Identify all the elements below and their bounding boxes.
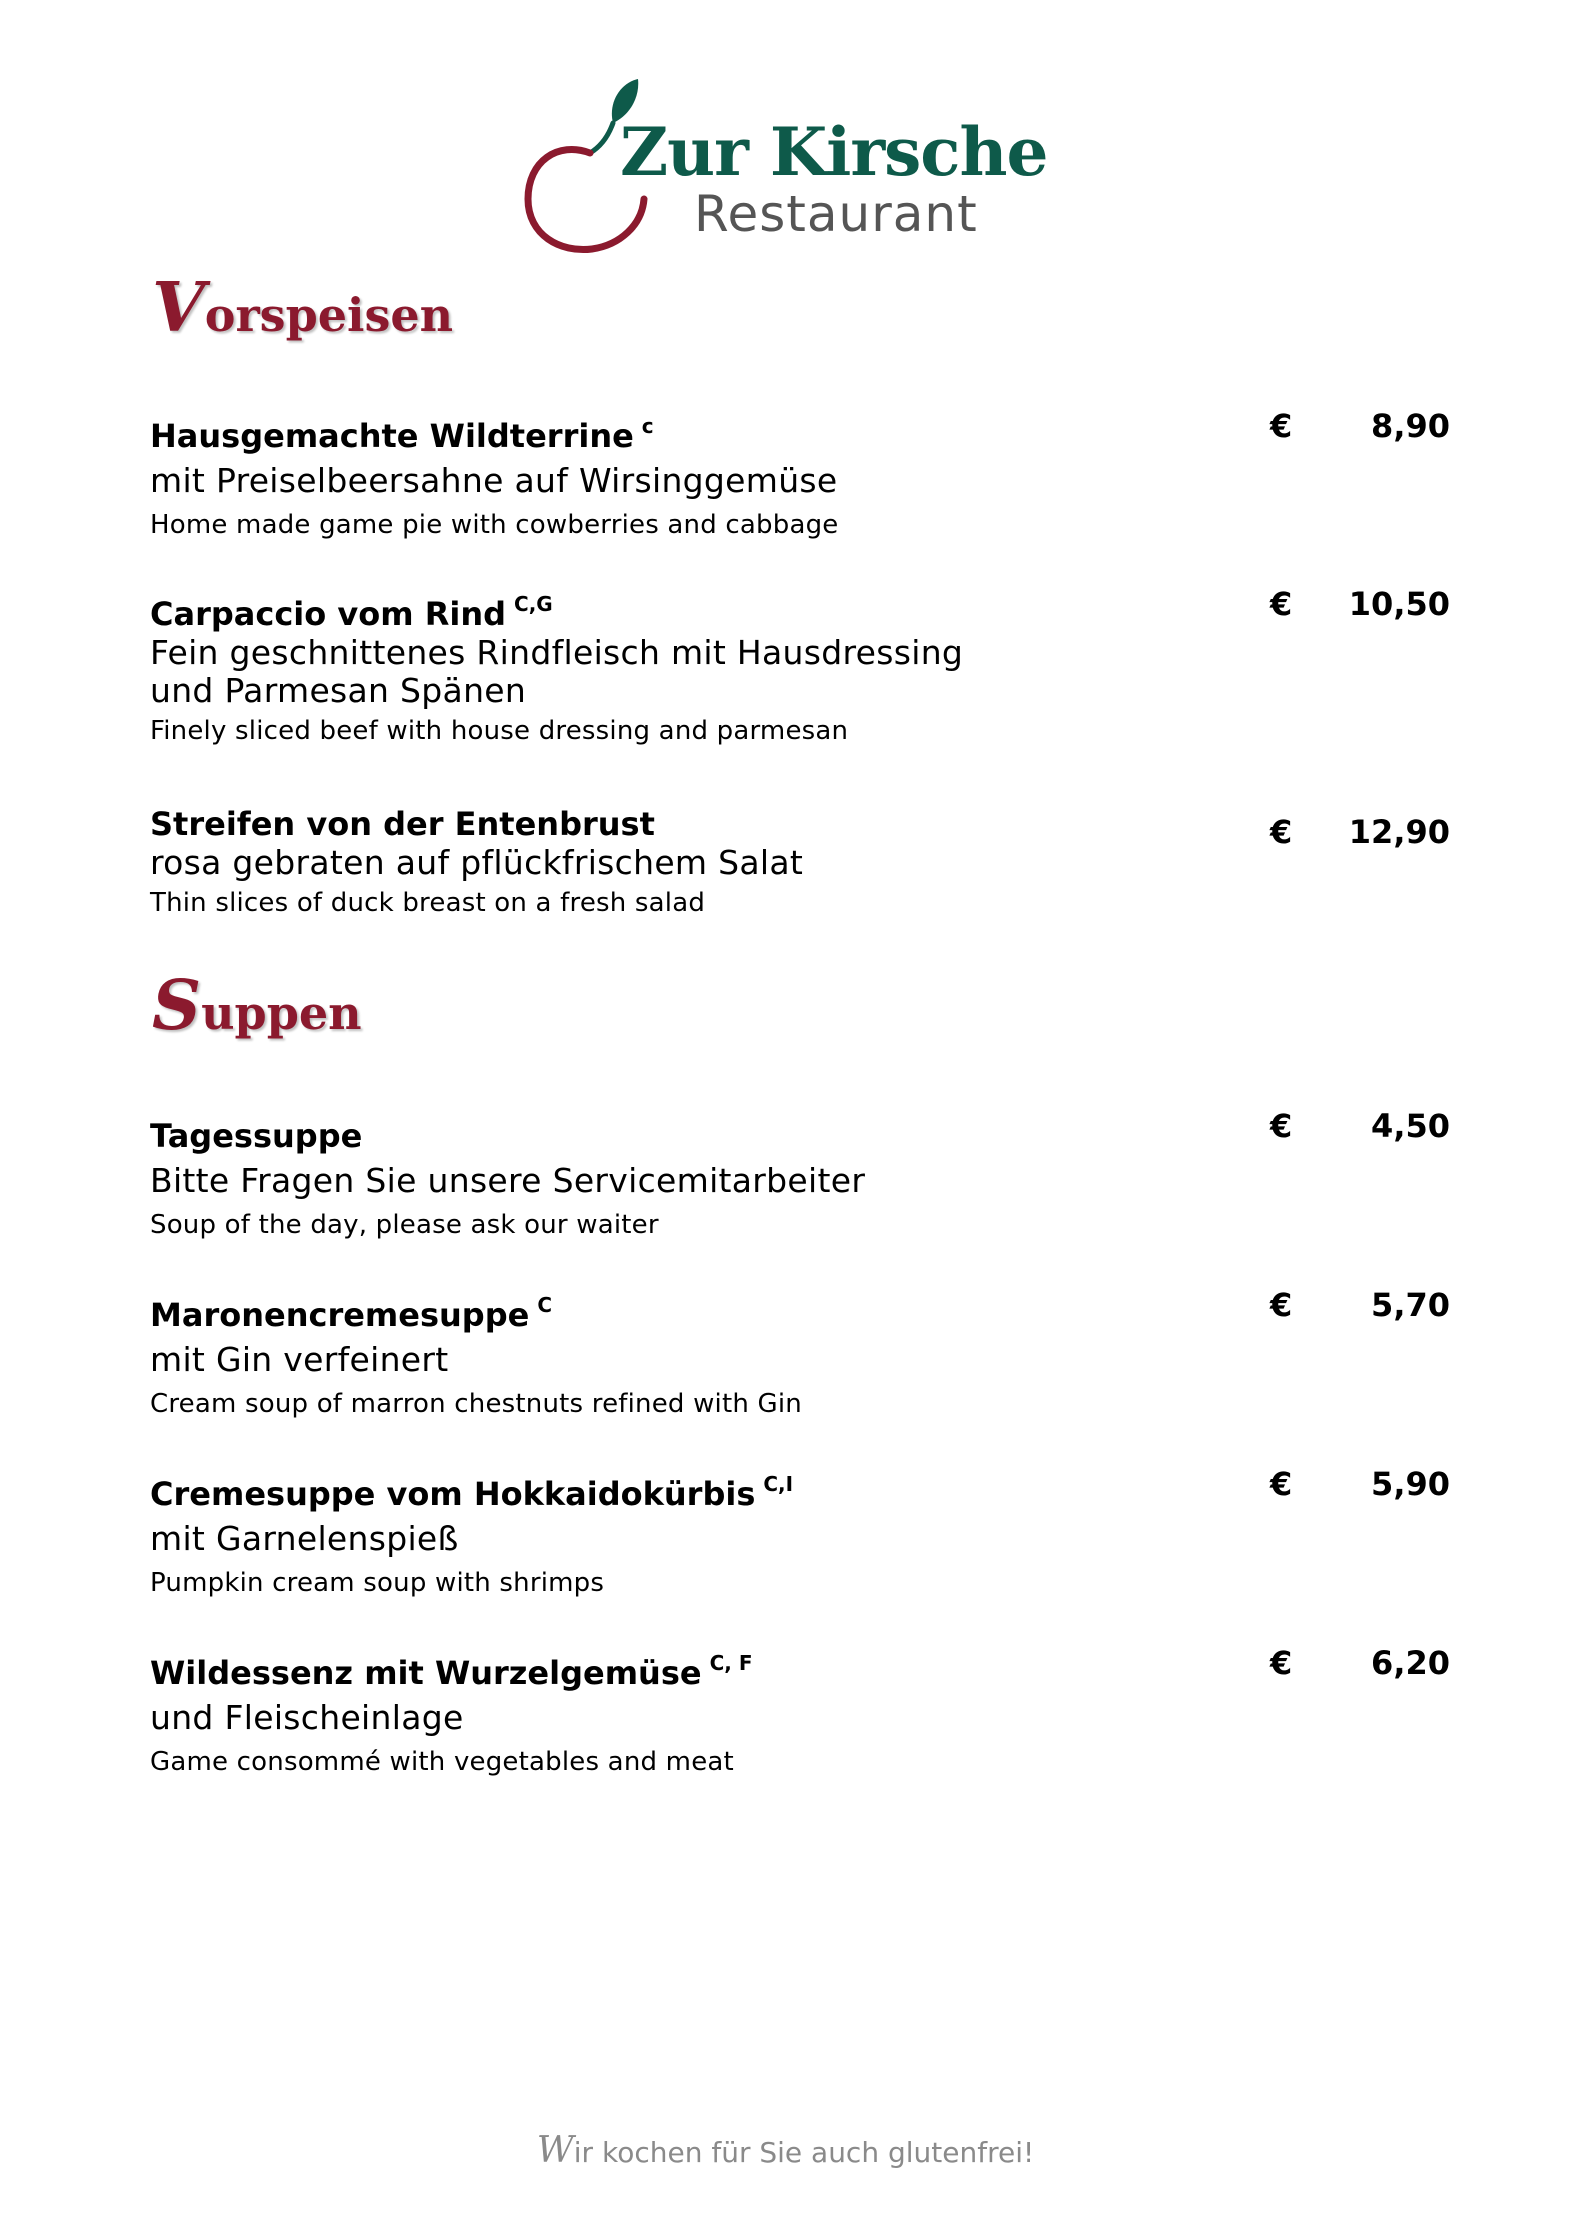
menu-item [150,406,1450,542]
section-title-suppen [152,966,362,1046]
item-english-description: Pumpkin cream soup with shrimps [150,1568,605,1598]
item-name [150,1464,1450,1514]
item-name [150,584,1450,634]
currency-symbol: € [1270,407,1293,445]
price-amount: 10,50 [1348,585,1450,623]
menu-item [150,584,1450,748]
menu-item [150,1464,1450,1600]
price-amount: 4,50 [1371,1107,1450,1145]
price-amount: 5,70 [1371,1286,1450,1324]
item-name-text: Carpaccio vom Rind [150,595,507,633]
item-name [150,1643,1450,1693]
item-english-description: Finely sliced beef with house dressing and parmesan [150,716,849,746]
footer-initial: W [536,2130,574,2171]
item-name [150,1106,1450,1156]
item-english-description: Thin slices of duck breast on a fresh salad [150,888,706,918]
item-german-description: mit Gin verfeinert [150,1340,449,1379]
item-english-description: Game consommé with vegetables and meat [150,1747,734,1777]
logo-subtitle: Restaurant [694,185,978,243]
item-name-text: Wildessenz mit Wurzelgemüse [150,1654,702,1692]
currency-symbol: € [1270,1465,1293,1503]
price-amount: 5,90 [1371,1465,1450,1503]
section-title-vorspeisen [152,268,453,348]
allergen-codes: C,I [763,1472,794,1496]
item-english-description: Home made game pie with cowberries and cabbage [150,510,839,540]
currency-symbol: € [1270,1107,1293,1145]
item-german-description: und Fleischeinlage [150,1698,464,1737]
item-german-description: rosa gebraten auf pflückfrischem Salat [150,843,804,882]
footer-text: ir kochen für Sie auch glutenfrei! [573,2136,1035,2169]
price-amount: 12,90 [1348,813,1450,851]
allergen-codes: C, F [709,1651,753,1675]
section-title-initial: V [152,268,205,348]
allergen-codes: C [537,1293,552,1317]
item-german-description: Fein geschnittenes Rindfleisch mit Hausdressing [150,633,964,672]
item-name-text: Streifen von der Entenbrust [150,805,655,843]
item-name-text: Tagessuppe [150,1117,363,1155]
item-name [150,794,1450,844]
gluten-free-note [0,2130,1571,2171]
section-title-rest: orspeisen [204,288,454,342]
item-english-description: Soup of the day, please ask our waiter [150,1210,659,1240]
section-title-rest: uppen [201,986,362,1040]
item-name [150,1285,1450,1335]
currency-symbol: € [1270,1644,1293,1682]
menu-item [150,1285,1450,1421]
section-title-initial: S [152,966,202,1046]
price-amount: 6,20 [1371,1644,1450,1682]
item-name-text: Maronencremesuppe [150,1296,530,1334]
logo-name: Zur Kirsche [620,113,1048,191]
item-name [150,406,1450,456]
menu-item [150,1106,1450,1242]
item-name-text: Cremesuppe vom Hokkaidokürbis [150,1475,756,1513]
item-german-description: mit Garnelenspieß [150,1519,459,1558]
currency-symbol: € [1270,813,1293,851]
allergen-codes: c [641,414,654,438]
currency-symbol: € [1270,585,1293,623]
item-english-description: Cream soup of marron chestnuts refined with Gin [150,1389,802,1419]
restaurant-logo [520,75,1048,255]
menu-item [150,794,1450,920]
item-german-description: und Parmesan Spänen [150,671,527,710]
item-german-description: Bitte Fragen Sie unsere Servicemitarbeiter [150,1161,866,1200]
price-amount: 8,90 [1371,407,1450,445]
menu-item [150,1643,1450,1779]
currency-symbol: € [1270,1286,1293,1324]
item-name-text: Hausgemachte Wildterrine [150,417,634,455]
item-german-description: mit Preiselbeersahne auf Wirsinggemüse [150,461,838,500]
allergen-codes: C,G [514,592,553,616]
